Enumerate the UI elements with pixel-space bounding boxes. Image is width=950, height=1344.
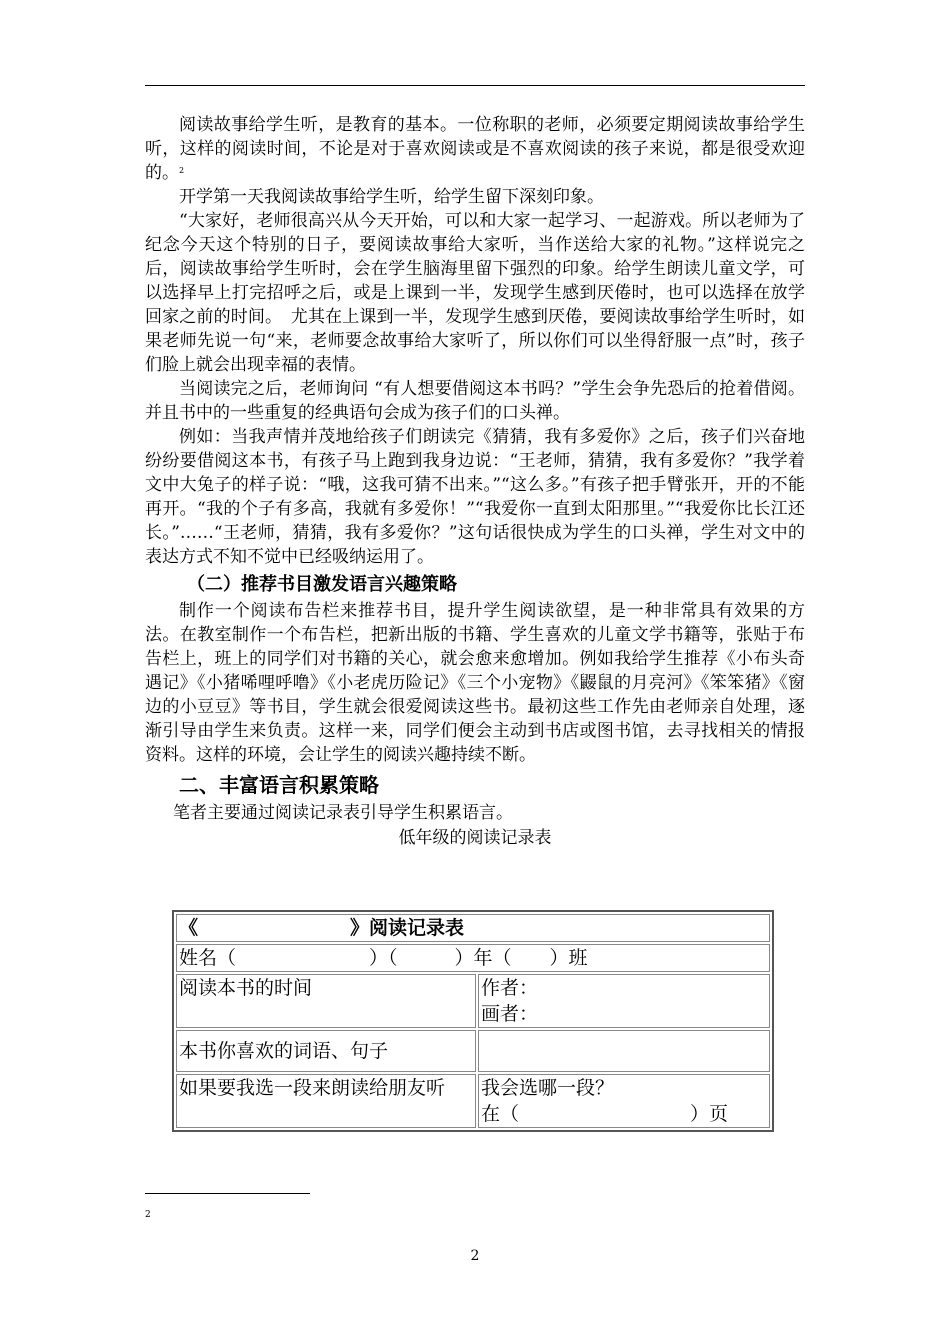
footnote-ref: 2 bbox=[179, 166, 185, 175]
footnote-rule bbox=[145, 1193, 310, 1194]
paragraph-5: 例如：当我声情并茂地给孩子们朗读完《猜猜，我有多爱你》之后，孩子们兴奋地纷纷要借阅这本书，有孩子马上跑到我身边说：“王老师，猜猜，我有多爱你？”我学着文中大兔子的样子说：“哦，这我可猜不出来。”“这么多。”有孩子把手臂张开，开的不能再开。“我的个子有多高，我就有多爱你！”“我爱你一直到太阳那里。”“我爱你比长江还长。”……“王老师，猜猜，我有多爱你？”这句话很快成为学生的口头禅，学生对文中的表达方式不知不觉中已经吸纳运用了。 bbox=[145, 427, 805, 567]
page-body bbox=[145, 113, 805, 851]
paragraph-1: 阅读故事给学生听，是教育的基本。一位称职的老师，必须要定期阅读故事给学生听，这样的阅读时间，不论是对于喜欢阅读或是不喜欢阅读的孩子来说，都是很受欢迎的。$^2$ bbox=[145, 115, 805, 183]
name-row: 姓名（ ）（ ）年（ ）班 bbox=[176, 944, 770, 972]
which-cell bbox=[478, 1074, 770, 1128]
section-heading: 二、丰富语言积累策略 bbox=[179, 773, 379, 797]
time-label: 阅读本书的时间 bbox=[176, 974, 476, 1028]
paragraph-7: 笔者主要通过阅读记录表引导学生积累语言。 bbox=[173, 803, 513, 823]
table-caption: 低年级的阅读记录表 bbox=[398, 828, 552, 848]
page-number: 2 bbox=[470, 1248, 480, 1264]
header-rule bbox=[145, 85, 805, 86]
illustrator-label: 画者： bbox=[481, 1003, 539, 1025]
paragraph-4: 当阅读完之后，老师询问 “有人想要借阅这本书吗？”学生会争先恐后的抢着借阅。并且书中的一些重复的经典语句会成为孩子们的口头禅。 bbox=[145, 379, 805, 423]
favorite-label: 本书你喜欢的词语、句子 bbox=[176, 1030, 476, 1072]
choose-label: 如果要我选一段来朗读给朋友听 bbox=[176, 1074, 476, 1128]
reading-record-table bbox=[172, 910, 774, 1132]
which-label: 我会选哪一段？ bbox=[481, 1077, 615, 1099]
paragraph-2: 开学第一天我阅读故事给学生听，给学生留下深刻印象。 bbox=[179, 187, 604, 207]
favorite-cell bbox=[478, 1030, 770, 1072]
author-label: 作者： bbox=[481, 977, 539, 999]
author-cell bbox=[478, 974, 770, 1028]
paragraph-3: “大家好，老师很高兴从今天开始，可以和大家一起学习、一起游戏。所以老师为了纪念今天这个特别的日子，要阅读故事给大家听，当作送给大家的礼物。”这样说完之后，阅读故事给学生听时，会在学生脑海里留下强烈的印象。给学生朗读儿童文学，可以选择早上打完招呼之后，或是上课到一半，发现学生感到厌倦时，也可以选择在放学回家之前的时间。 尤其在上课到一半，发现学生感到厌倦，要阅读故事给学生听时，如果老师先说一句“来，老师要念故事给大家听了，所以你们可以坐得舒服一点”时，孩子们脸上就会出现幸福的表情。 bbox=[145, 211, 805, 375]
table-title: 《 》阅读记录表 bbox=[176, 914, 770, 942]
paragraph-6: 制作一个阅读布告栏来推荐书目，提升学生阅读欲望，是一种非常具有效果的方法。在教室制作一个布告栏，把新出版的书籍、学生喜欢的儿童文学书籍等，张贴于布告栏上，班上的同学们对书籍的关心，就会愈来愈增加。例如我给学生推荐《小布头奇遇记》《小猪唏哩呼噜》《小老虎历险记》《三个小宠物》《鼹鼠的月亮河》《笨笨猪》《窗边的小豆豆》等书目，学生就会很爱阅读这些书。最初这些工作先由老师亲自处理，逐渐引导由学生来负责。这样一来，同学们便会主动到书店或图书馆，去寻找相关的情报资料。这样的环境，会让学生的阅读兴趣持续不断。 bbox=[145, 601, 805, 765]
subsection-heading: （二）推荐书目激发语言兴趣策略 bbox=[187, 574, 457, 595]
footnote-mark: 2 bbox=[145, 1210, 151, 1220]
page-label: 在（ ）页 bbox=[481, 1103, 729, 1125]
